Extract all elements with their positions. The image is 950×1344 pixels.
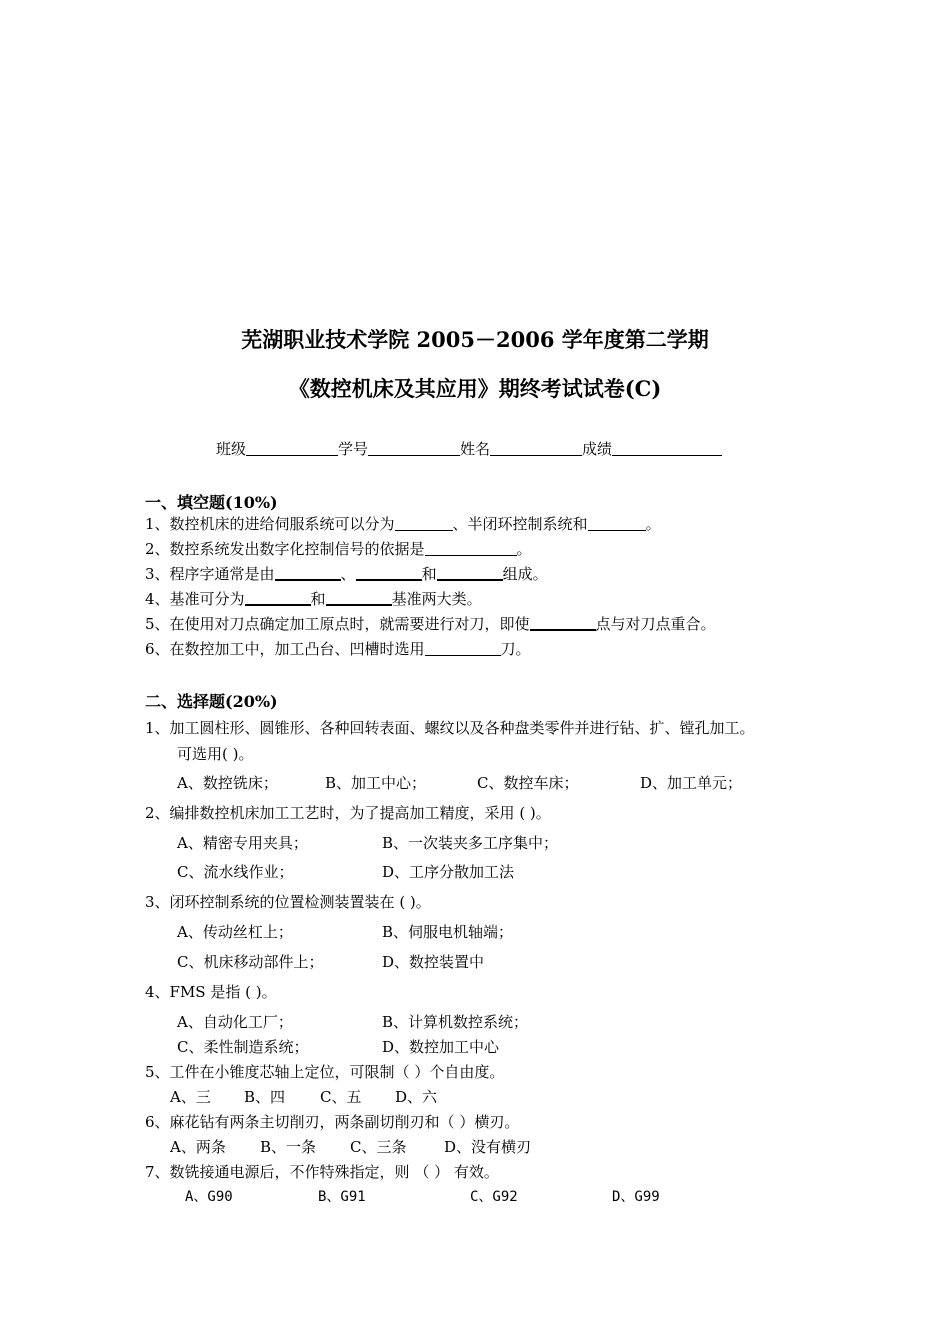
- q1-blank-2: [588, 515, 646, 531]
- q4-text-a: 4、基准可分为: [145, 590, 245, 608]
- q3-blank-3: [437, 564, 503, 581]
- choice-q7-stem: 7、数铣接通电源后，不作特殊指定，则 （ ） 有效。: [145, 1163, 499, 1181]
- q2-text-b: 。: [516, 540, 532, 558]
- q5-text-b: 点与对刀点重合。: [595, 615, 716, 633]
- q4-text-b: 和: [310, 590, 326, 608]
- choice-q6-option-d: D、没有横刃: [444, 1138, 532, 1156]
- name-blank: [490, 441, 582, 456]
- choice-q4-stem: 4、FMS 是指 ( )。: [145, 983, 277, 1001]
- q3-blank-1: [275, 564, 341, 581]
- choice-q2-option-d: D、工序分散加工法: [382, 863, 515, 881]
- fill-question-6: [145, 639, 531, 659]
- choice-q1-option-a: A、数控铣床；: [177, 774, 278, 792]
- q4-text-c: 基准两大类。: [391, 590, 482, 608]
- choice-q6-option-b: B、一条: [260, 1138, 317, 1156]
- q3-blank-2: [356, 564, 422, 581]
- choice-q5-option-d: D、六: [395, 1088, 438, 1106]
- choice-q3-stem: 3、闭环控制系统的位置检测装置装在 ( )。: [145, 893, 431, 911]
- choice-q7-option-b: B、G91: [318, 1189, 366, 1205]
- choice-q5-option-c: C、五: [320, 1088, 362, 1106]
- class-blank: [246, 441, 338, 456]
- choice-q7-option-a: A、G90: [185, 1189, 233, 1205]
- exam-title-line2: 《数控机床及其应用》期终考试试卷(C): [288, 376, 662, 401]
- choice-q4-option-b: B、计算机数控系统；: [382, 1013, 529, 1031]
- q6-text-a: 6、在数控加工中，加工凸台、凹槽时选用: [145, 640, 425, 658]
- choice-q1-option-b: B、加工中心；: [325, 774, 427, 792]
- fill-question-3: [145, 564, 548, 584]
- q6-blank-1: [425, 640, 501, 656]
- choice-q5-option-a: A、三: [170, 1088, 211, 1106]
- q1-text-c: 。: [645, 515, 661, 533]
- student-id-blank: [368, 441, 460, 456]
- student-info-row: [216, 438, 722, 459]
- q2-blank-1: [425, 540, 517, 556]
- choice-q7-option-c: C、G92: [470, 1189, 518, 1205]
- choice-q6-option-a: A、两条: [170, 1138, 226, 1156]
- q3-text-d: 组成。: [502, 565, 548, 583]
- choice-q3-option-b: B、伺服电机轴端；: [382, 923, 514, 941]
- choice-q5-option-b: B、四: [244, 1088, 286, 1106]
- fill-question-4: [145, 589, 482, 609]
- choice-q2-option-b: B、一次装夹多工序集中；: [382, 834, 559, 852]
- q6-text-b: 刀。: [500, 640, 531, 658]
- score-label: 成绩: [582, 440, 613, 458]
- class-label: 班级: [216, 440, 247, 458]
- choice-q4-option-d: D、数控加工中心: [382, 1038, 500, 1056]
- choice-q4-option-c: C、柔性制造系统；: [177, 1038, 309, 1056]
- q1-blank-1: [395, 515, 453, 531]
- q2-text-a: 2、数控系统发出数字化控制信号的依据是: [145, 540, 425, 558]
- student-id-label: 学号: [338, 440, 369, 458]
- choice-q1-stem-1: 1、加工圆柱形、圆锥形、各种回转表面、螺纹以及各种盘类零件并进行钻、扩、镗孔加工。: [145, 719, 755, 737]
- choice-q3-option-c: C、机床移动部件上；: [177, 953, 324, 971]
- section1-heading: 一、填空题(10%): [145, 493, 278, 512]
- q5-blank-1: [530, 614, 596, 631]
- q1-text-b: 、半闭环控制系统和: [452, 515, 588, 533]
- choice-q2-stem: 2、编排数控机床加工工艺时，为了提高加工精度，采用 ( )。: [145, 804, 551, 822]
- q3-text-b: 、: [340, 565, 356, 583]
- q4-blank-2: [326, 589, 392, 606]
- choice-q2-option-a: A、精密专用夹具；: [177, 834, 308, 852]
- name-label: 姓名: [460, 440, 491, 458]
- fill-question-5: [145, 614, 716, 634]
- q1-text-a: 1、数控机床的进给伺服系统可以分为: [145, 515, 395, 533]
- q3-text-a: 3、程序字通常是由: [145, 565, 275, 583]
- q4-blank-1: [245, 589, 311, 606]
- choice-q2-option-c: C、流水线作业；: [177, 863, 294, 881]
- choice-q6-stem: 6、麻花钻有两条主切削刃，两条副切削刃和（ ）横刃。: [145, 1113, 520, 1131]
- choice-q1-option-d: D、加工单元；: [640, 774, 743, 792]
- choice-q3-option-d: D、数控装置中: [382, 953, 485, 971]
- exam-title-line1: 芜湖职业技术学院 2005－2006 学年度第二学期: [241, 327, 709, 352]
- choice-q7-option-d: D、G99: [612, 1189, 660, 1205]
- choice-q3-option-a: A、传动丝杠上；: [177, 923, 293, 941]
- fill-question-2: [145, 539, 532, 559]
- choice-q5-stem: 5、工件在小锥度芯轴上定位，可限制（ ）个自由度。: [145, 1063, 505, 1081]
- choice-q4-option-a: A、自动化工厂；: [177, 1013, 293, 1031]
- choice-q1-option-c: C、数控车床；: [477, 774, 579, 792]
- q5-text-a: 5、在使用对刀点确定加工原点时，就需要进行对刀，即使: [145, 615, 530, 633]
- fill-question-1: [145, 514, 661, 534]
- score-blank: [612, 441, 722, 456]
- section2-heading: 二、选择题(20%): [145, 692, 278, 711]
- choice-q1-stem-2: 可选用( )。: [177, 745, 254, 763]
- q3-text-c: 和: [421, 565, 437, 583]
- choice-q6-option-c: C、三条: [350, 1138, 407, 1156]
